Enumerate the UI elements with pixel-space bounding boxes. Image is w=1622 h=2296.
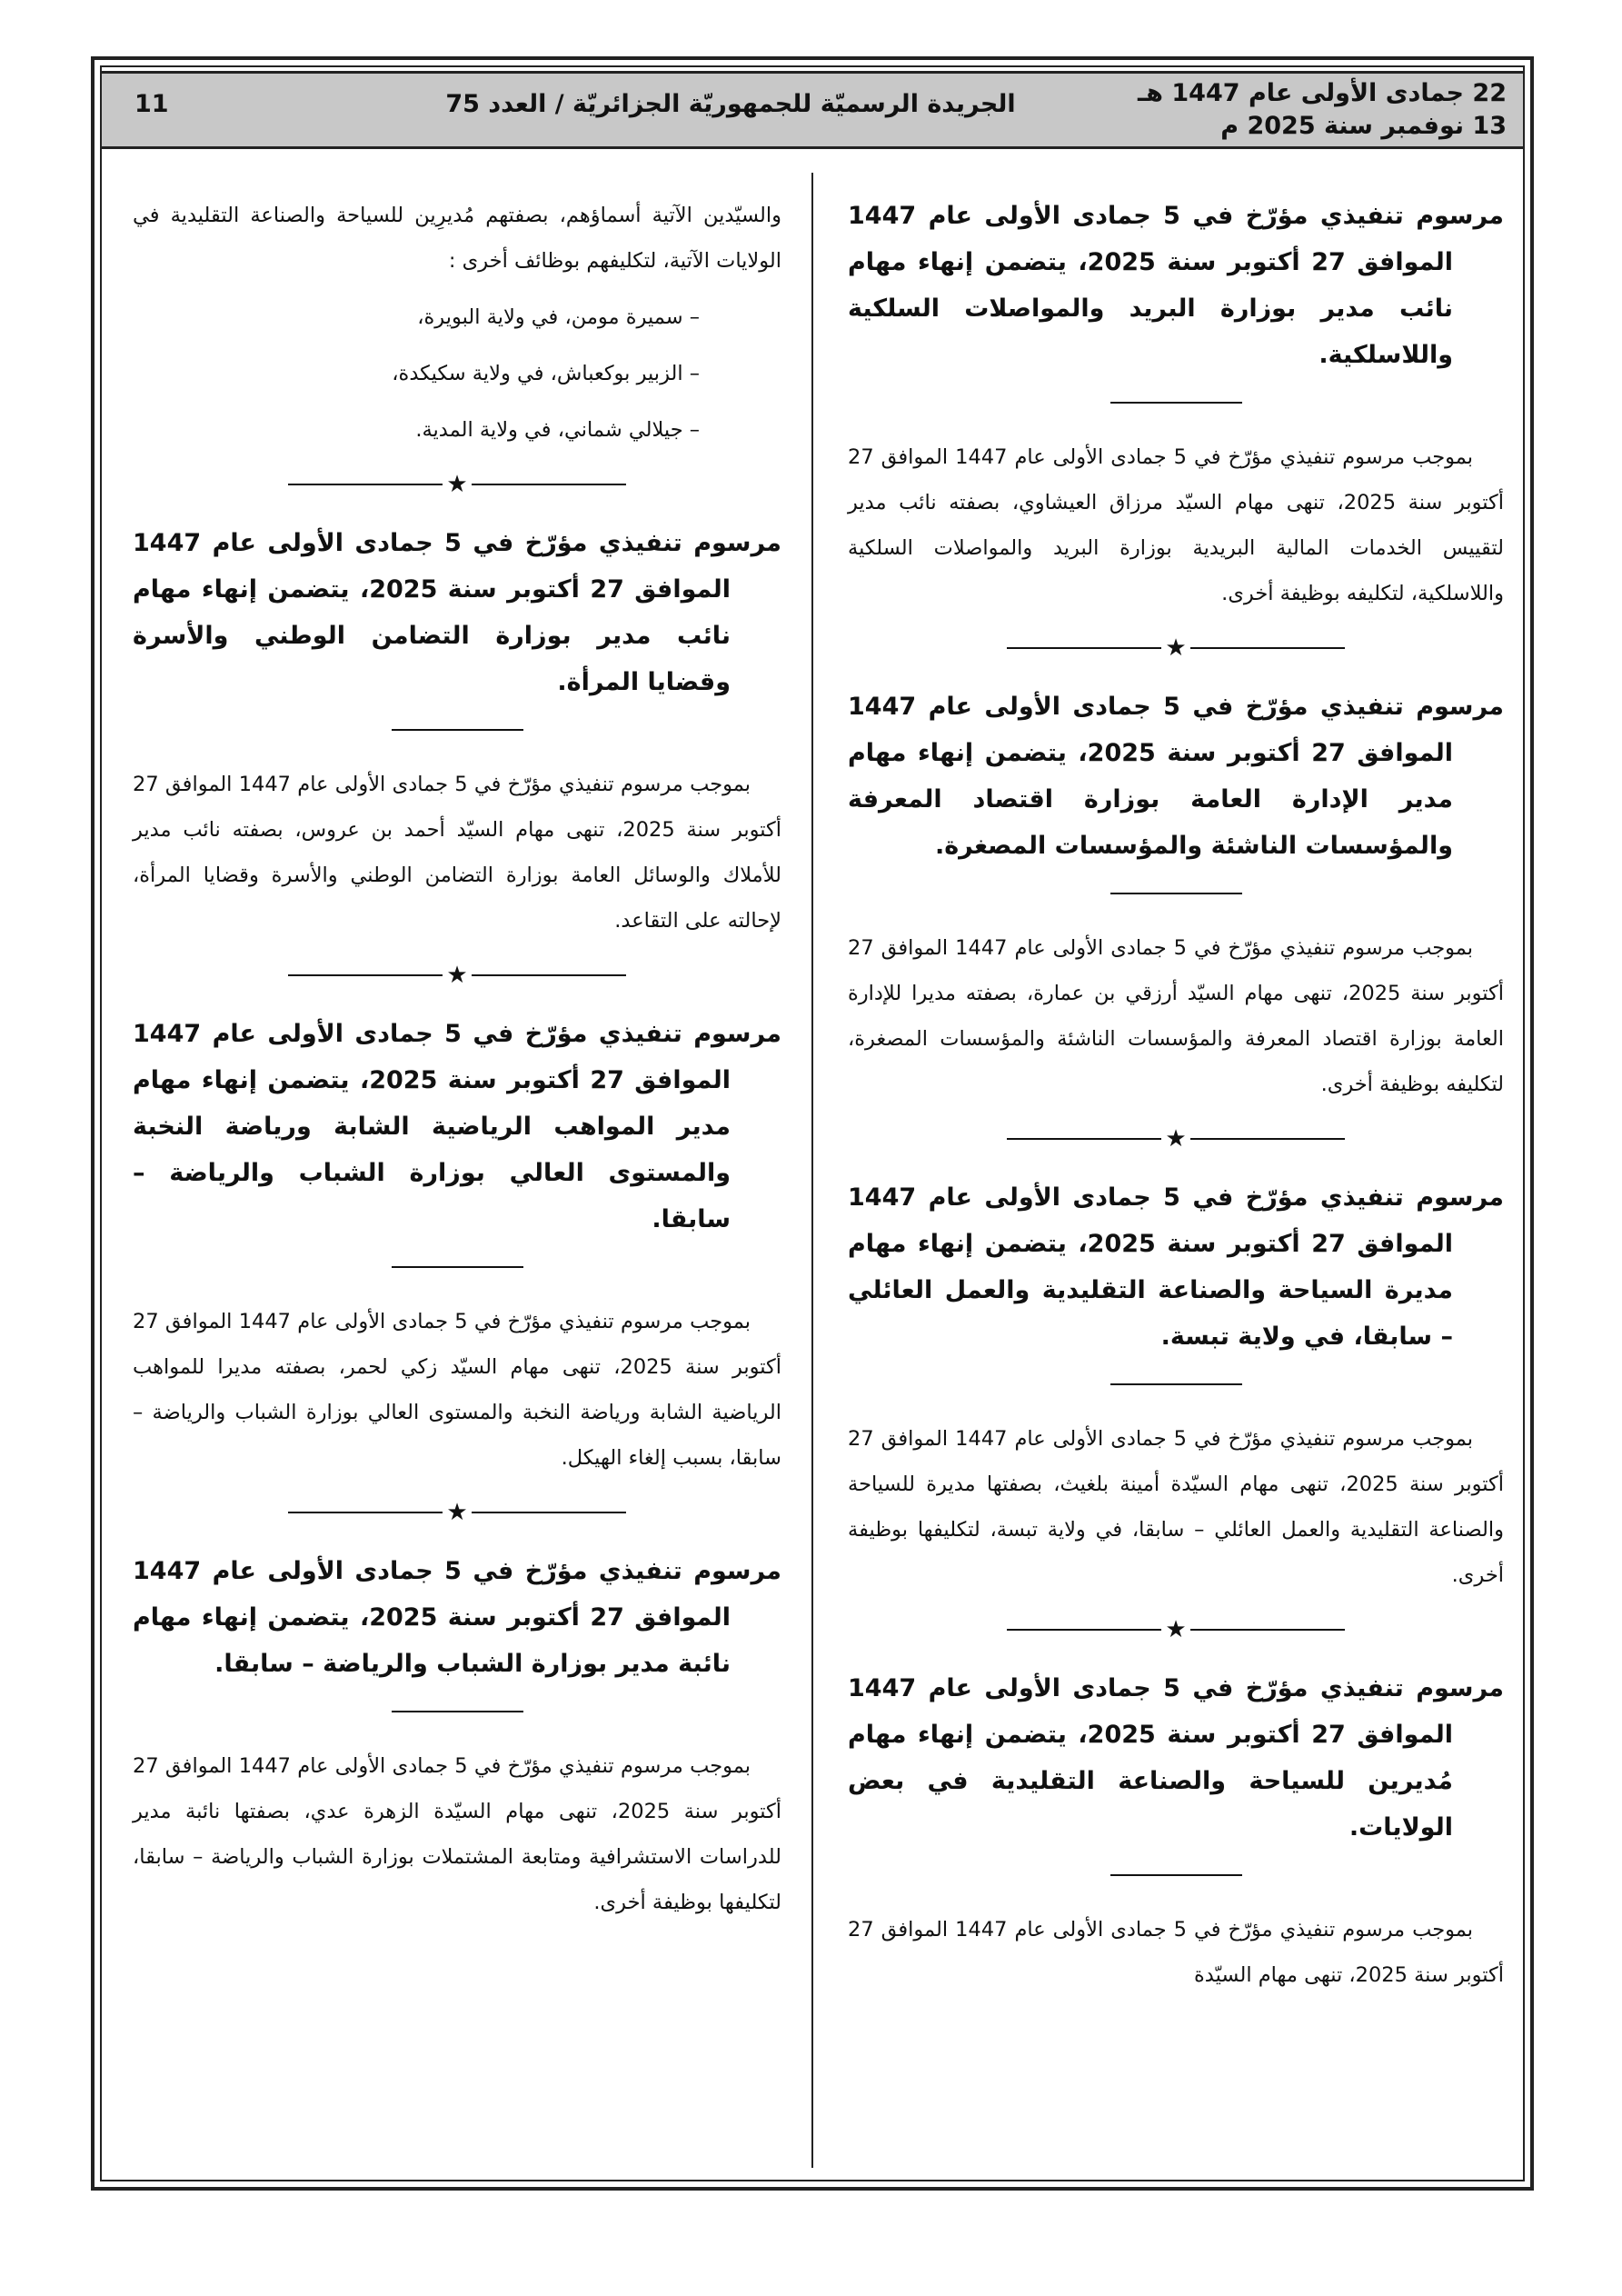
- separator-line: [392, 729, 523, 731]
- star-separator: [848, 1618, 1504, 1642]
- star-icon: ★: [446, 1499, 468, 1526]
- separator-line: [1110, 893, 1242, 894]
- separator-line: [1110, 402, 1242, 404]
- gregorian-date: 13 نوفمبر سنة 2025 م: [1220, 112, 1507, 140]
- star-icon: ★: [446, 471, 468, 498]
- list-item: – جيلالي شماني، في ولاية المدية.: [415, 418, 700, 442]
- decree-heading: مرسوم تنفيذي مؤرّخ في 5 جمادى الأولى عام 1447 الموافق 27 أكتوبر سنة 2025، يتضمن إنهاء مهام نائب مدير بوزارة البريد والمواصلات السلكية واللاسلكية.: [848, 202, 1504, 369]
- hijri-date: 22 جمادى الأولى عام 1447 هـ: [1138, 79, 1507, 107]
- decree-body: بموجب مرسوم تنفيذي مؤرّخ في 5 جمادى الأولى عام 1447 الموافق 27 أكتوبر سنة 2025، تنهى مهام السيّد مرزاق العيشاوي، بصفته نائب مدير لتقييس الخدمات المالية البريدية بوزارة البريد والمواصلات السلكية واللاسلكية، لتكليفه بوظيفة أخرى.: [848, 445, 1505, 605]
- decree-body-continuation: والسيّدين الآتية أسماؤهم، بصفتهم مُديرِين للسياحة والصناعة التقليدية في الولايات الآتية، لتكليفهم بوظائف أخرى :: [133, 204, 781, 273]
- page-header: [102, 71, 1523, 149]
- star-icon: ★: [1165, 1616, 1187, 1643]
- star-separator: [848, 1127, 1504, 1151]
- star-icon: ★: [1165, 634, 1187, 662]
- gazette-title: الجريدة الرسميّة للجمهوريّة الجزائريّة / العدد 75: [445, 90, 1016, 118]
- decree-body: بموجب مرسوم تنفيذي مؤرّخ في 5 جمادى الأولى عام 1447 الموافق 27 أكتوبر سنة 2025، تنهى مهام السيّدة: [848, 1918, 1504, 1987]
- decree-body: بموجب مرسوم تنفيذي مؤرّخ في 5 جمادى الأولى عام 1447 الموافق 27 أكتوبر سنة 2025، تنهى مهام السيّد أرزقي بن عمارة، بصفته مديرا للإدارة العامة بوزارة اقتصاد المعرفة والمؤسسات الناشئة والمؤسسات المصغرة، لتكليفه بوظيفة أخرى.: [848, 936, 1505, 1096]
- decree-heading: مرسوم تنفيذي مؤرّخ في 5 جمادى الأولى عام 1447 الموافق 27 أكتوبر سنة 2025، يتضمن إنهاء مهام نائب مدير بوزارة التضامن الوطني والأسرة وقضايا المرأة.: [133, 529, 781, 696]
- separator-line: [392, 1711, 523, 1712]
- star-separator: [848, 636, 1504, 660]
- list-item: – الزبير بوكعباش، في ولاية سكيكدة،: [392, 362, 700, 385]
- list-item: – سميرة مومن، في ولاية البويرة،: [417, 305, 700, 329]
- decree-heading: مرسوم تنفيذي مؤرّخ في 5 جمادى الأولى عام 1447 الموافق 27 أكتوبر سنة 2025، يتضمن إنهاء مهام مدير المواهب الرياضية الشابة ورياضة النخبة والمستوى العالي بوزارة الشباب والرياضة – سابقا.: [133, 1020, 781, 1233]
- decree-heading: مرسوم تنفيذي مؤرّخ في 5 جمادى الأولى عام 1447 الموافق 27 أكتوبر سنة 2025، يتضمن إنهاء مهام مدير الإدارة العامة بوزارة اقتصاد المعرفة والمؤسسات الناشئة والمؤسسات المصغرة.: [848, 693, 1504, 860]
- column-divider: [811, 173, 813, 2168]
- decree-body: بموجب مرسوم تنفيذي مؤرّخ في 5 جمادى الأولى عام 1447 الموافق 27 أكتوبر سنة 2025، تنهى مهام السيّد زكي لحمر، بصفته مديرا للمواهب الرياضية الشابة ورياضة النخبة والمستوى العالي بوزارة الشباب والرياضة – سابقا، بسبب إلغاء الهيكل.: [133, 1310, 782, 1470]
- star-icon: ★: [446, 962, 468, 989]
- separator-line: [1110, 1874, 1242, 1876]
- decree-body: بموجب مرسوم تنفيذي مؤرّخ في 5 جمادى الأولى عام 1447 الموافق 27 أكتوبر سنة 2025، تنهى مهام السيّد أحمد بن عروس، بصفته نائب مدير للأملاك والوسائل العامة بوزارة التضامن الوطني والأسرة وقضايا المرأة، لإحالته على التقاعد.: [133, 773, 781, 933]
- page-number: 11: [134, 90, 169, 118]
- decree-heading: مرسوم تنفيذي مؤرّخ في 5 جمادى الأولى عام 1447 الموافق 27 أكتوبر سنة 2025، يتضمن إنهاء مهام مديرة السياحة والصناعة التقليدية والعمل العائلي – سابقا، في ولاية تبسة.: [848, 1183, 1504, 1351]
- right-column: [848, 193, 1504, 1998]
- left-column: [133, 193, 781, 1925]
- star-separator: [133, 473, 781, 496]
- decree-body: بموجب مرسوم تنفيذي مؤرّخ في 5 جمادى الأولى عام 1447 الموافق 27 أكتوبر سنة 2025، تنهى مهام السيّدة أمينة بلغيث، بصفتها مديرة للسياحة والصناعة التقليدية والعمل العائلي – سابقا، في ولاية تبسة، لتكليفها بوظيفة أخرى.: [848, 1427, 1504, 1587]
- decree-heading: مرسوم تنفيذي مؤرّخ في 5 جمادى الأولى عام 1447 الموافق 27 أكتوبر سنة 2025، يتضمن إنهاء مهام مُديرين للسياحة والصناعة التقليدية في بعض الولايات.: [848, 1674, 1504, 1842]
- separator-line: [1110, 1383, 1242, 1385]
- decree-heading: مرسوم تنفيذي مؤرّخ في 5 جمادى الأولى عام 1447 الموافق 27 أكتوبر سنة 2025، يتضمن إنهاء مهام نائبة مدير بوزارة الشباب والرياضة – سابقا.: [133, 1557, 781, 1678]
- separator-line: [392, 1266, 523, 1268]
- decree-body: بموجب مرسوم تنفيذي مؤرّخ في 5 جمادى الأولى عام 1447 الموافق 27 أكتوبر سنة 2025، تنهى مهام السيّدة الزهرة عدي، بصفتها نائبة مدير للدراسات الاستشرافية ومتابعة المشتملات بوزارة الشباب والرياضة – سابقا، لتكليفها بوظيفة أخرى.: [133, 1754, 781, 1914]
- star-icon: ★: [1165, 1125, 1187, 1153]
- star-separator: [133, 1501, 781, 1524]
- star-separator: [133, 963, 781, 987]
